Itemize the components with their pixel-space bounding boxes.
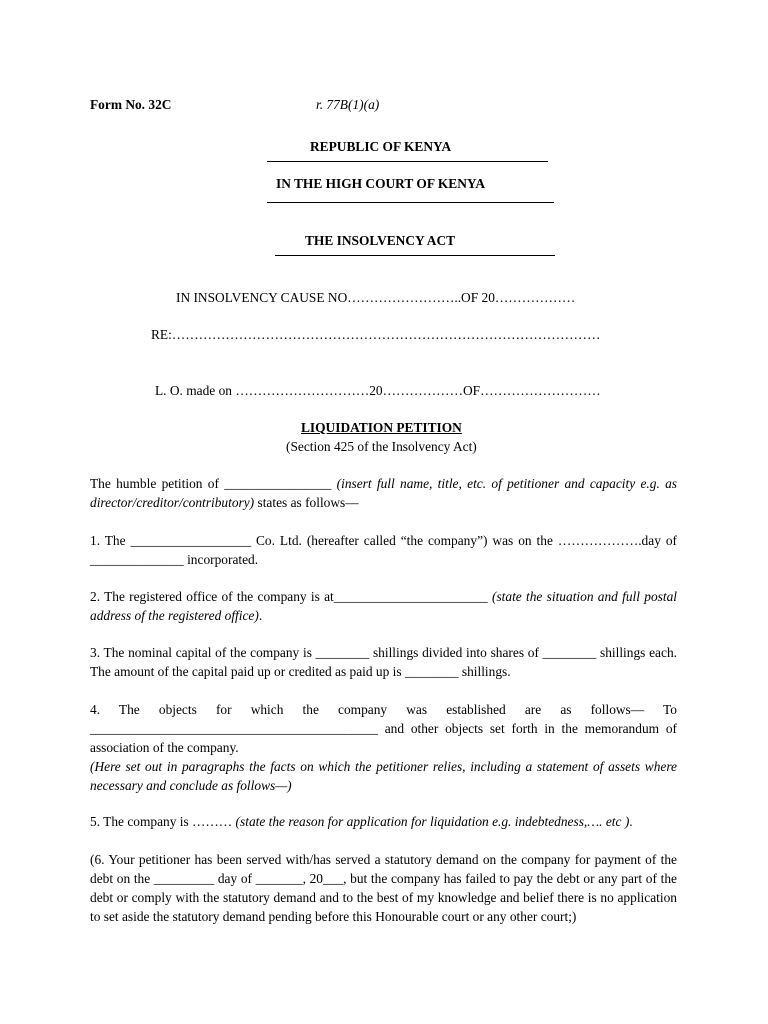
- act-heading: THE INSOLVENCY ACT: [305, 233, 456, 248]
- p5-tail: .: [629, 814, 633, 829]
- paragraph-2: [90, 587, 677, 625]
- p2-tail: .: [258, 608, 263, 623]
- court-heading: IN THE HIGH COURT OF KENYA: [276, 176, 485, 191]
- p2-lead: 2. The registered office of the company is at_______________________: [90, 589, 492, 604]
- petition-title: LIQUIDATION PETITION: [301, 420, 462, 435]
- paragraph-5: [90, 812, 677, 831]
- republic-heading: REPUBLIC OF KENYA: [310, 139, 452, 154]
- intro-instruction: (insert full name, title, etc. of petitioner and capacity e.g. as director/creditor/contributory): [90, 476, 678, 510]
- intro-tail: states as follows—: [254, 495, 359, 510]
- intro-lead: The humble petition of ________________: [90, 476, 337, 491]
- court-underline: [267, 202, 554, 203]
- petition-subtitle: (Section 425 of the Insolvency Act): [286, 439, 477, 454]
- p4-instruction: (Here set out in paragraphs the facts on which the petitioner relies, including a statement of assets where necessary and conclude as follows—): [90, 759, 677, 793]
- p5-instruction: (state the reason for application for liquidation e.g. indebtedness,…. etc ): [235, 814, 630, 829]
- paragraph-6: (6. Your petitioner has been served with/has served a statutory demand on the company for payment of the debt on the _________ day of _______, 20___, but the company has failed to pay the debt or any part of the debt or comply with the statutory demand and to the best of my knowledge and belief there is no application to set aside the statutory demand pending before this Honourable court or any other court;): [90, 852, 677, 924]
- re-line: RE:……………………………………………………………………………………: [151, 327, 601, 342]
- act-underline: [275, 255, 555, 256]
- petition-intro: [90, 474, 677, 512]
- paragraph-3: 3. The nominal capital of the company is ________ shillings divided into shares of ________ shillings each. The amount of the capital paid up or credited as paid up is ________ shillings.: [90, 645, 677, 679]
- paragraph-4: [90, 700, 677, 795]
- paragraph-1: 1. The __________________ Co. Ltd. (hereafter called “the company”) was on the ……………….day of ______________ incorporated.: [90, 533, 677, 567]
- insolvency-cause-line: IN INSOLVENCY CAUSE NO……………………..OF 20………………: [176, 290, 576, 305]
- p5-lead: 5. The company is ………: [90, 814, 236, 829]
- republic-underline: [267, 161, 548, 162]
- rule-reference: r. 77B(1)(a): [316, 97, 380, 112]
- p2-instruction: (state the situation and full postal address of the registered office): [90, 589, 678, 623]
- p4-body: 4. The objects for which the company was established are as follows— To ___________________________________________ and other objects set forth in the memorandum of association of the company.: [90, 702, 677, 755]
- lo-made-on-line: L. O. made on …………………………20………………OF………………………: [155, 383, 601, 398]
- form-number: Form No. 32C: [90, 97, 172, 112]
